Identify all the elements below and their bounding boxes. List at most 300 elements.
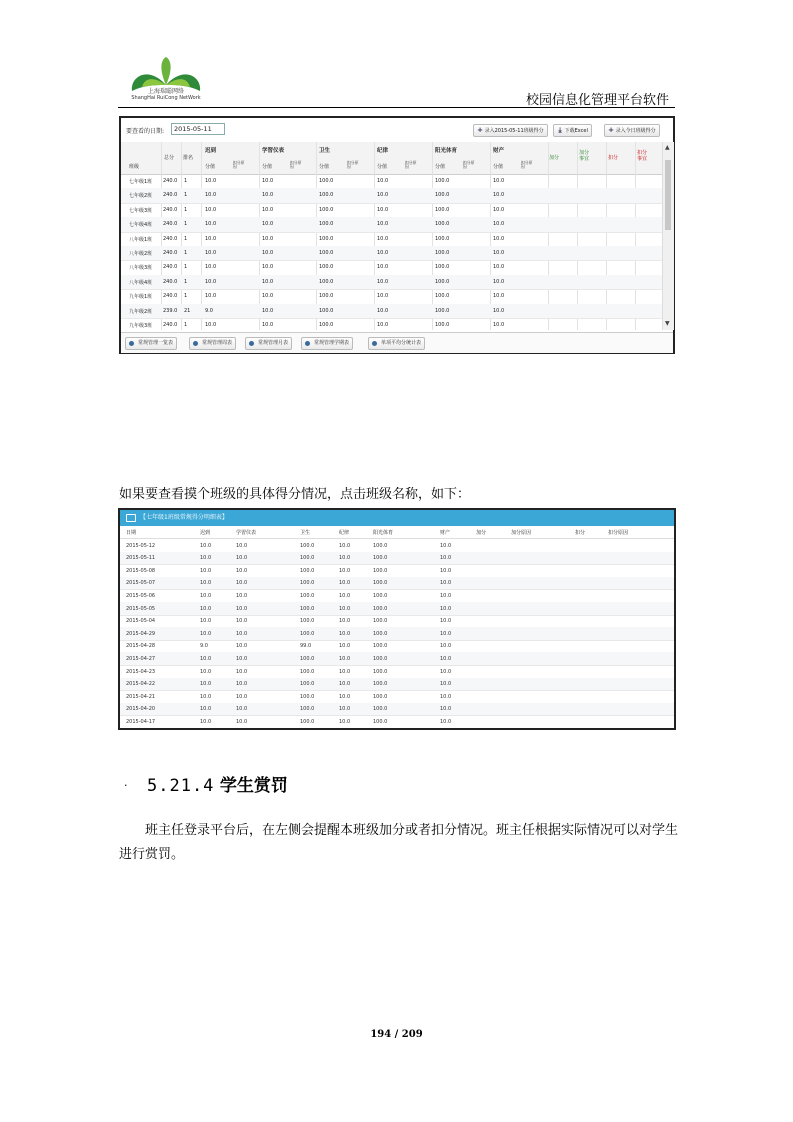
detail-value: 10.0 bbox=[339, 605, 351, 612]
score-value: 10.0 bbox=[377, 293, 389, 300]
col-group-5: 财产 bbox=[493, 148, 505, 154]
score-value: 10.0 bbox=[377, 206, 389, 213]
detail-date: 2015-05-04 bbox=[126, 618, 156, 625]
detail-date: 2015-04-22 bbox=[126, 681, 156, 688]
score-value: 100.0 bbox=[319, 206, 334, 213]
score-value: 10.0 bbox=[377, 250, 389, 256]
detail-value: 100.0 bbox=[300, 668, 315, 675]
class-row[interactable] bbox=[121, 203, 662, 218]
detail-value: 10.0 bbox=[236, 655, 248, 662]
detail-date: 2015-04-21 bbox=[126, 693, 156, 700]
detail-row bbox=[120, 640, 674, 654]
detail-value: 100.0 bbox=[373, 630, 388, 637]
detail-value: 10.0 bbox=[236, 592, 248, 599]
detail-value: 10.0 bbox=[200, 567, 212, 574]
col-deduct: 扣分 bbox=[608, 155, 619, 161]
detail-value: 10.0 bbox=[440, 693, 452, 700]
report-tab-1[interactable]: 常规管理周表 bbox=[189, 337, 236, 350]
detail-value: 10.0 bbox=[236, 706, 248, 713]
detail-value: 100.0 bbox=[300, 605, 315, 612]
score-value: 10.0 bbox=[377, 178, 389, 184]
score-value: 100.0 bbox=[435, 264, 450, 271]
detail-value: 10.0 bbox=[339, 655, 351, 662]
detail-value: 10.0 bbox=[339, 542, 351, 549]
col-score-1: 分值 bbox=[262, 164, 273, 170]
class-name-link[interactable]: 八年级1班 bbox=[129, 236, 153, 243]
detail-value: 100.0 bbox=[373, 718, 388, 725]
score-value: 10.0 bbox=[377, 322, 389, 328]
logo-text-cn: 上海瑞聪网络 bbox=[147, 88, 184, 95]
detail-value: 10.0 bbox=[440, 542, 452, 549]
detail-value: 100.0 bbox=[300, 655, 315, 662]
detail-value: 100.0 bbox=[373, 567, 388, 574]
detail-date: 2015-05-06 bbox=[126, 592, 156, 599]
detail-value: 10.0 bbox=[339, 618, 351, 625]
score-value: 10.0 bbox=[262, 206, 274, 213]
score-value: 10.0 bbox=[493, 307, 505, 314]
rank: 21 bbox=[184, 307, 191, 314]
score-value: 10.0 bbox=[377, 235, 389, 242]
class-row[interactable] bbox=[121, 246, 662, 261]
detail-row bbox=[120, 552, 674, 566]
detail-value: 10.0 bbox=[200, 630, 212, 637]
detail-value: 10.0 bbox=[200, 668, 212, 675]
score-value: 10.0 bbox=[262, 264, 274, 271]
score-value: 10.0 bbox=[262, 278, 274, 285]
paragraph-view-class-detail: 如果要查看摸个班级的具体得分情况，点击班级名称，如下： bbox=[119, 487, 471, 502]
detail-value: 100.0 bbox=[373, 618, 388, 625]
col-reason-2: 扣分原因 bbox=[347, 160, 359, 169]
score-value: 100.0 bbox=[435, 221, 450, 228]
detail-col-9: 扣分 bbox=[575, 530, 586, 536]
detail-value: 10.0 bbox=[200, 605, 212, 612]
download-excel-label: 下载Excel bbox=[564, 128, 588, 134]
detail-row bbox=[120, 589, 674, 603]
detail-row bbox=[120, 678, 674, 692]
class-name-link[interactable]: 九年级1班 bbox=[129, 294, 153, 301]
score-value: 10.0 bbox=[493, 278, 505, 285]
score-value: 100.0 bbox=[435, 192, 450, 199]
detail-col-0: 日期 bbox=[126, 530, 137, 536]
detail-value: 100.0 bbox=[373, 555, 388, 562]
rank: 1 bbox=[184, 322, 188, 328]
total-score: 240.0 bbox=[163, 206, 178, 213]
enter-date-score-button[interactable] bbox=[473, 124, 548, 137]
detail-value: 10.0 bbox=[236, 567, 248, 574]
detail-col-1: 迟到 bbox=[200, 530, 211, 536]
enter-today-score-button[interactable] bbox=[604, 124, 660, 137]
detail-value: 100.0 bbox=[373, 693, 388, 700]
score-value: 10.0 bbox=[377, 221, 389, 228]
col-group-3: 纪律 bbox=[377, 148, 389, 154]
score-value: 100.0 bbox=[319, 178, 334, 184]
detail-value: 100.0 bbox=[373, 681, 388, 688]
detail-value: 100.0 bbox=[373, 706, 388, 713]
scroll-down-icon[interactable]: ▼ bbox=[665, 320, 670, 327]
col-total: 总分 bbox=[164, 155, 175, 161]
col-class: 班级 bbox=[129, 164, 140, 170]
score-value: 10.0 bbox=[493, 235, 505, 242]
score-value: 100.0 bbox=[319, 293, 334, 300]
detail-value: 10.0 bbox=[339, 567, 351, 574]
detail-value: 10.0 bbox=[200, 542, 212, 549]
detail-value: 100.0 bbox=[300, 693, 315, 700]
rank: 1 bbox=[184, 250, 188, 256]
col-group-1: 学習仪表 bbox=[262, 148, 285, 154]
detail-value: 10.0 bbox=[236, 605, 248, 612]
detail-value: 100.0 bbox=[373, 605, 388, 612]
detail-date: 2015-04-17 bbox=[126, 718, 156, 725]
score-value: 10.0 bbox=[205, 192, 217, 199]
detail-value: 10.0 bbox=[440, 630, 452, 637]
query-date-input[interactable]: 2015-05-11 bbox=[171, 123, 225, 135]
col-score-3: 分值 bbox=[377, 164, 388, 170]
class-name-link[interactable]: 七年级1班 bbox=[129, 179, 153, 185]
detail-value: 100.0 bbox=[300, 542, 315, 549]
section-number: 5.21.4 bbox=[147, 776, 215, 796]
score-value: 100.0 bbox=[319, 192, 334, 199]
report-tabs bbox=[121, 332, 673, 353]
score-value: 100.0 bbox=[435, 206, 450, 213]
score-value: 10.0 bbox=[205, 278, 217, 285]
col-reason-5: 扣分原因 bbox=[521, 160, 533, 169]
rank: 1 bbox=[184, 278, 188, 285]
col-reason-4: 扣分原因 bbox=[463, 160, 475, 169]
detail-col-4: 纪律 bbox=[339, 530, 350, 536]
class-name-link[interactable]: 九年级2班 bbox=[129, 308, 153, 315]
total-score: 240.0 bbox=[163, 235, 178, 242]
rank: 1 bbox=[184, 264, 188, 271]
score-value: 100.0 bbox=[435, 235, 450, 242]
detail-row bbox=[120, 703, 674, 717]
score-value: 100.0 bbox=[435, 307, 450, 314]
score-value: 10.0 bbox=[205, 178, 217, 184]
detail-value: 100.0 bbox=[300, 555, 315, 562]
detail-row bbox=[120, 602, 674, 616]
detail-value: 10.0 bbox=[236, 643, 248, 650]
class-score-grid bbox=[121, 142, 662, 330]
detail-row bbox=[120, 715, 674, 729]
detail-date: 2015-05-12 bbox=[126, 542, 156, 549]
score-value: 10.0 bbox=[377, 264, 389, 271]
total-score: 240.0 bbox=[163, 178, 178, 184]
toolbar bbox=[121, 118, 673, 142]
total-score: 240.0 bbox=[163, 322, 178, 328]
detail-value: 100.0 bbox=[373, 655, 388, 662]
class-row[interactable] bbox=[121, 188, 662, 203]
score-value: 10.0 bbox=[205, 235, 217, 242]
report-tab-3[interactable]: 常规管理学期表 bbox=[301, 337, 353, 350]
page-number: 194 / 209 bbox=[370, 1029, 423, 1040]
total-score: 240.0 bbox=[163, 293, 178, 300]
class-row[interactable] bbox=[121, 304, 662, 319]
detail-value: 10.0 bbox=[236, 681, 248, 688]
detail-value: 100.0 bbox=[373, 542, 388, 549]
score-value: 10.0 bbox=[205, 250, 217, 256]
download-excel-button[interactable] bbox=[553, 124, 592, 137]
chat-icon bbox=[126, 514, 136, 522]
detail-value: 10.0 bbox=[440, 580, 452, 587]
detail-title: 【七年级1班级常规得分明细表】 bbox=[140, 514, 228, 521]
detail-date: 2015-05-05 bbox=[126, 605, 156, 612]
detail-value: 10.0 bbox=[440, 681, 452, 688]
score-value: 10.0 bbox=[493, 178, 505, 184]
detail-value: 10.0 bbox=[200, 592, 212, 599]
class-row[interactable] bbox=[121, 260, 662, 275]
score-value: 100.0 bbox=[319, 235, 334, 242]
score-value: 10.0 bbox=[262, 293, 274, 300]
detail-col-10: 扣分原因 bbox=[608, 530, 629, 536]
detail-row bbox=[120, 627, 674, 641]
score-value: 100.0 bbox=[319, 307, 334, 314]
col-score-2: 分值 bbox=[319, 164, 330, 170]
detail-value: 10.0 bbox=[339, 643, 351, 650]
class-name-link[interactable]: 八年级4班 bbox=[129, 279, 153, 286]
detail-date: 2015-04-29 bbox=[126, 630, 156, 637]
header-title: 校园信息化管理平台软件 bbox=[525, 93, 669, 108]
detail-value: 10.0 bbox=[339, 718, 351, 725]
detail-value: 10.0 bbox=[440, 592, 452, 599]
detail-value: 100.0 bbox=[373, 580, 388, 587]
detail-row bbox=[120, 539, 674, 553]
detail-value: 10.0 bbox=[236, 693, 248, 700]
detail-title-bar bbox=[120, 510, 674, 526]
section-bullet: · bbox=[124, 779, 128, 792]
detail-value: 10.0 bbox=[339, 681, 351, 688]
class-row[interactable] bbox=[121, 232, 662, 247]
score-value: 100.0 bbox=[319, 221, 334, 228]
total-score: 240.0 bbox=[163, 192, 178, 199]
rank: 1 bbox=[184, 235, 188, 242]
detail-value: 10.0 bbox=[236, 618, 248, 625]
class-row[interactable] bbox=[121, 289, 662, 304]
total-score: 240.0 bbox=[163, 221, 178, 228]
score-value: 10.0 bbox=[493, 293, 505, 300]
score-value: 10.0 bbox=[262, 250, 274, 256]
score-value: 100.0 bbox=[319, 250, 334, 256]
score-value: 10.0 bbox=[205, 322, 217, 328]
score-value: 10.0 bbox=[262, 192, 274, 199]
score-value: 10.0 bbox=[377, 307, 389, 314]
class-row[interactable] bbox=[121, 318, 662, 330]
detail-value: 10.0 bbox=[200, 681, 212, 688]
detail-value: 10.0 bbox=[440, 655, 452, 662]
detail-value: 10.0 bbox=[236, 718, 248, 725]
section-title: 学生赏罚 bbox=[219, 776, 288, 796]
detail-value: 10.0 bbox=[440, 643, 452, 650]
detail-value: 10.0 bbox=[200, 655, 212, 662]
score-value: 10.0 bbox=[205, 221, 217, 228]
enter-today-score-label: 录入今日班级得分 bbox=[615, 128, 656, 134]
header-rule bbox=[118, 107, 675, 108]
detail-value: 100.0 bbox=[300, 718, 315, 725]
class-name-link[interactable]: 七年级3班 bbox=[129, 207, 153, 214]
col-reason-1: 扣分原因 bbox=[290, 160, 302, 169]
score-value: 10.0 bbox=[493, 322, 505, 328]
col-group-2: 卫生 bbox=[319, 148, 331, 154]
col-score-4: 分值 bbox=[435, 164, 446, 170]
class-row[interactable] bbox=[121, 217, 662, 232]
col-group-0: 迟到 bbox=[205, 148, 217, 154]
total-score: 240.0 bbox=[163, 264, 178, 271]
score-value: 10.0 bbox=[205, 264, 217, 271]
score-value: 10.0 bbox=[205, 293, 217, 300]
detail-value: 10.0 bbox=[440, 567, 452, 574]
detail-value: 100.0 bbox=[300, 681, 315, 688]
detail-value: 100.0 bbox=[300, 567, 315, 574]
detail-value: 10.0 bbox=[339, 693, 351, 700]
score-value: 10.0 bbox=[262, 221, 274, 228]
class-name-link[interactable]: 七年级2班 bbox=[129, 193, 153, 200]
class-score-overview-screenshot bbox=[119, 116, 675, 354]
detail-date: 2015-05-11 bbox=[126, 555, 156, 562]
col-add: 加分 bbox=[549, 155, 560, 161]
score-value: 100.0 bbox=[435, 322, 450, 328]
detail-value: 9.0 bbox=[200, 643, 208, 650]
score-value: 100.0 bbox=[435, 178, 450, 184]
col-score-5: 分值 bbox=[493, 164, 504, 170]
score-value: 10.0 bbox=[205, 206, 217, 213]
detail-row bbox=[120, 665, 674, 679]
detail-value: 100.0 bbox=[373, 643, 388, 650]
detail-value: 10.0 bbox=[236, 630, 248, 637]
detail-row bbox=[120, 690, 674, 704]
detail-value: 10.0 bbox=[200, 693, 212, 700]
detail-value: 10.0 bbox=[236, 668, 248, 675]
section-heading bbox=[147, 771, 288, 796]
report-tab-2[interactable]: 常规管理月表 bbox=[245, 337, 292, 350]
score-value: 100.0 bbox=[435, 293, 450, 300]
detail-value: 10.0 bbox=[200, 618, 212, 625]
detail-row bbox=[120, 652, 674, 666]
detail-value: 10.0 bbox=[339, 580, 351, 587]
detail-col-2: 学習仪表 bbox=[236, 530, 257, 536]
detail-value: 99.0 bbox=[300, 643, 312, 650]
total-score: 240.0 bbox=[163, 250, 178, 256]
detail-value: 10.0 bbox=[236, 542, 248, 549]
class-row[interactable] bbox=[121, 174, 662, 189]
enter-date-score-label: 录入2015-05-11班级得分 bbox=[484, 128, 544, 134]
detail-row bbox=[120, 577, 674, 591]
report-tab-0[interactable]: 常规管理一览表 bbox=[125, 337, 177, 350]
score-value: 10.0 bbox=[262, 235, 274, 242]
class-name-link[interactable]: 八年级3班 bbox=[129, 265, 153, 272]
detail-row bbox=[120, 615, 674, 629]
class-name-link[interactable]: 九年级3班 bbox=[129, 323, 153, 329]
detail-col-8: 加分原因 bbox=[511, 530, 532, 536]
detail-row bbox=[120, 564, 674, 578]
detail-date: 2015-04-23 bbox=[126, 668, 156, 675]
paragraph-student-rewards: 班主任登录平台后，在左侧会提醒本班级加分或者扣分情况。班主任根据实际情况可以对学生进行赏罚。 bbox=[119, 823, 679, 862]
class-name-link[interactable]: 八年级2班 bbox=[129, 251, 153, 257]
col-score-0: 分值 bbox=[205, 164, 216, 170]
grid-scrollbar[interactable] bbox=[662, 142, 674, 330]
detail-value: 100.0 bbox=[300, 618, 315, 625]
detail-value: 10.0 bbox=[339, 592, 351, 599]
total-score: 239.0 bbox=[163, 307, 178, 314]
logo-text-en: ShangHai RuiCong NetWork bbox=[131, 95, 201, 101]
col-reason-0: 扣分原因 bbox=[233, 160, 245, 169]
score-value: 10.0 bbox=[493, 206, 505, 213]
detail-col-3: 卫生 bbox=[300, 530, 311, 536]
score-value: 10.0 bbox=[262, 322, 274, 328]
class-row[interactable] bbox=[121, 275, 662, 290]
class-detail-screenshot bbox=[118, 508, 676, 730]
detail-value: 100.0 bbox=[373, 592, 388, 599]
rank: 1 bbox=[184, 221, 188, 228]
score-value: 10.0 bbox=[493, 221, 505, 228]
col-add-reason: 加分事宜 bbox=[579, 150, 590, 162]
scroll-thumb[interactable] bbox=[665, 160, 671, 230]
score-value: 10.0 bbox=[377, 192, 389, 199]
plus-icon: + bbox=[608, 126, 614, 134]
detail-value: 10.0 bbox=[236, 555, 248, 562]
detail-date: 2015-04-27 bbox=[126, 655, 156, 662]
score-value: 9.0 bbox=[205, 307, 213, 314]
download-icon: ⤓ bbox=[558, 126, 562, 134]
detail-col-6: 财产 bbox=[440, 530, 451, 536]
score-value: 10.0 bbox=[493, 250, 505, 256]
col-group-4: 阳光体育 bbox=[435, 148, 458, 154]
detail-value: 100.0 bbox=[300, 706, 315, 713]
detail-col-7: 加分 bbox=[476, 530, 487, 536]
score-value: 10.0 bbox=[262, 178, 274, 184]
detail-date: 2015-05-07 bbox=[126, 580, 156, 587]
score-value: 10.0 bbox=[262, 307, 274, 314]
report-tab-4[interactable]: 单项平均分统计表 bbox=[368, 337, 425, 350]
detail-value: 10.0 bbox=[440, 718, 452, 725]
query-date-label: 要查看的日期: bbox=[126, 128, 165, 135]
detail-value: 100.0 bbox=[300, 630, 315, 637]
col-rank: 排名 bbox=[183, 155, 194, 161]
detail-header-row bbox=[120, 526, 674, 539]
detail-value: 10.0 bbox=[440, 605, 452, 612]
rank: 1 bbox=[184, 178, 188, 184]
rank: 1 bbox=[184, 206, 188, 213]
scroll-up-icon[interactable]: ▲ bbox=[665, 144, 670, 151]
detail-value: 10.0 bbox=[200, 718, 212, 725]
class-name-link[interactable]: 七年级4班 bbox=[129, 222, 153, 229]
detail-value: 10.0 bbox=[440, 618, 452, 625]
detail-value: 10.0 bbox=[339, 555, 351, 562]
score-value: 100.0 bbox=[319, 278, 334, 285]
detail-value: 10.0 bbox=[440, 706, 452, 713]
detail-value: 10.0 bbox=[440, 555, 452, 562]
detail-value: 100.0 bbox=[373, 668, 388, 675]
score-value: 100.0 bbox=[435, 278, 450, 285]
score-value: 10.0 bbox=[377, 278, 389, 285]
detail-value: 10.0 bbox=[200, 706, 212, 713]
detail-value: 10.0 bbox=[200, 555, 212, 562]
detail-value: 10.0 bbox=[236, 580, 248, 587]
detail-value: 10.0 bbox=[339, 630, 351, 637]
score-value: 100.0 bbox=[319, 264, 334, 271]
rank: 1 bbox=[184, 293, 188, 300]
plus-icon: + bbox=[477, 126, 483, 134]
detail-value: 10.0 bbox=[339, 706, 351, 713]
score-value: 100.0 bbox=[435, 250, 450, 256]
detail-value: 100.0 bbox=[300, 592, 315, 599]
score-value: 10.0 bbox=[493, 192, 505, 199]
score-value: 10.0 bbox=[493, 264, 505, 271]
detail-date: 2015-04-20 bbox=[126, 706, 156, 713]
col-deduct-reason: 扣分事宜 bbox=[637, 150, 648, 162]
detail-value: 10.0 bbox=[339, 668, 351, 675]
detail-col-5: 阳光体育 bbox=[373, 530, 394, 536]
rank: 1 bbox=[184, 192, 188, 199]
score-value: 100.0 bbox=[319, 322, 334, 328]
detail-value: 10.0 bbox=[200, 580, 212, 587]
